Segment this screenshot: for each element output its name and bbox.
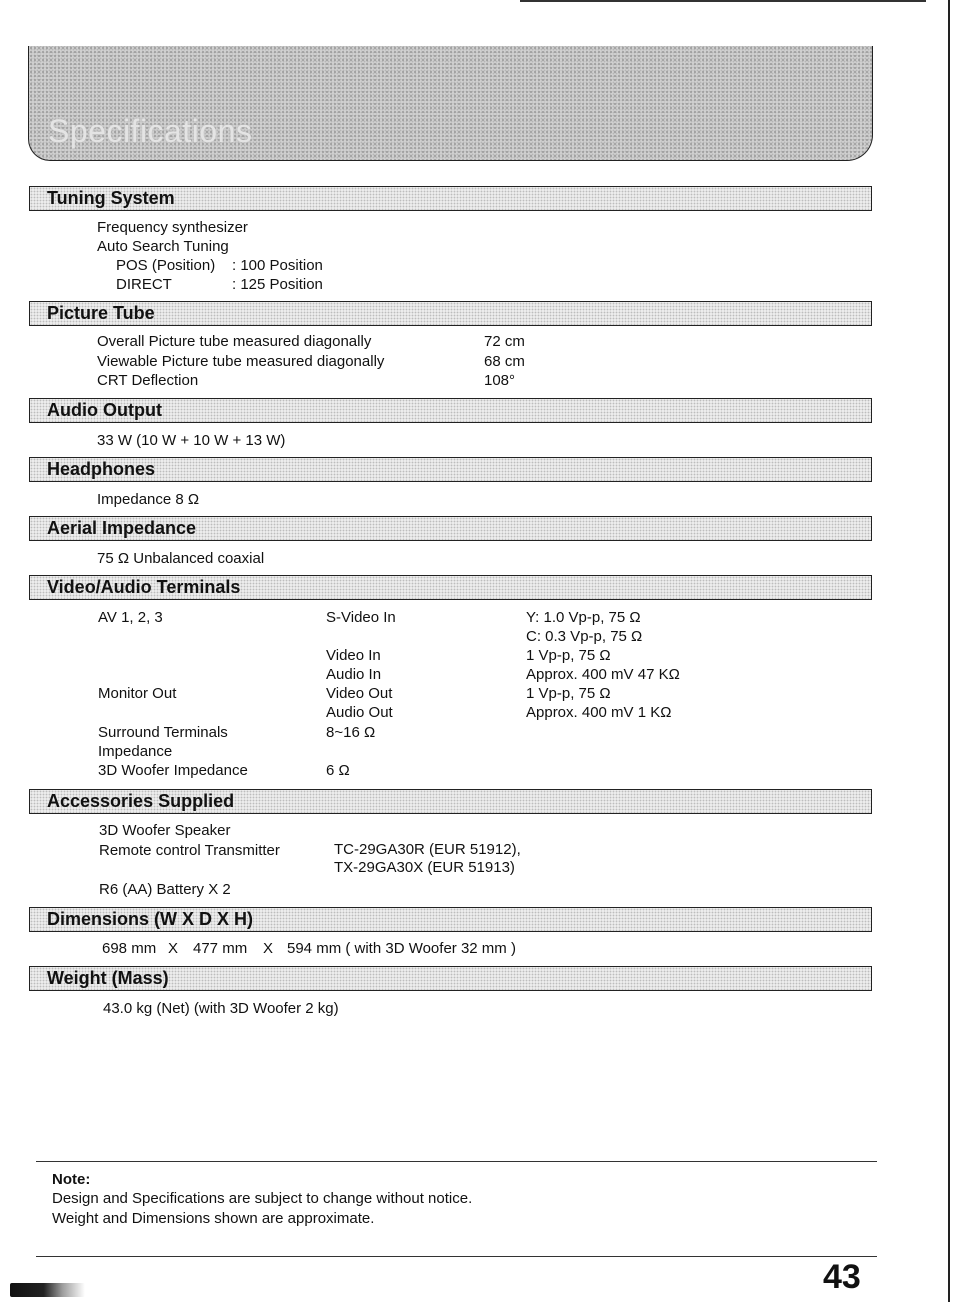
spec-value: 68 cm <box>484 353 525 370</box>
spec-sublabel: Audio Out <box>326 704 393 721</box>
spec-sublabel: S-Video In <box>326 609 396 626</box>
spec-label: Monitor Out <box>98 685 177 702</box>
spec-line: Frequency synthesizer <box>97 219 248 236</box>
page-title: Specifications <box>48 113 253 149</box>
page-edge-line <box>948 0 950 1302</box>
spec-value: 1 Vp-p, 75 Ω <box>526 647 611 664</box>
dimension-separator: X <box>168 940 179 957</box>
note-line: Design and Specifications are subject to change without notice. <box>52 1190 473 1207</box>
spec-sublabel: Audio In <box>326 666 382 683</box>
section-title: Accessories Supplied <box>47 791 235 811</box>
section-header-tuning-system <box>29 186 872 211</box>
section-title: Weight (Mass) <box>47 968 169 988</box>
note-line: Weight and Dimensions shown are approximate. <box>52 1210 375 1227</box>
dimension-width: 698 mm <box>102 940 157 957</box>
spec-label: Impedance <box>98 743 173 760</box>
spec-value: : 125 Position <box>232 276 323 293</box>
page-number: 43 <box>823 1258 861 1296</box>
note-top-rule <box>36 1161 877 1162</box>
scan-smudge <box>10 1283 85 1297</box>
top-edge-line <box>520 0 926 2</box>
spec-label: POS (Position) <box>116 257 216 274</box>
spec-label: Surround Terminals <box>98 724 228 741</box>
note-label: Note: <box>52 1171 91 1188</box>
dimension-height: 594 mm ( with 3D Woofer 32 mm ) <box>287 940 516 957</box>
spec-value: Approx. 400 mV 1 KΩ <box>526 704 672 721</box>
section-header-aerial-impedance <box>29 516 872 541</box>
spec-value: C: 0.3 Vp-p, 75 Ω <box>526 628 643 645</box>
section-header-weight <box>29 966 872 991</box>
section-header-headphones <box>29 457 872 482</box>
spec-label: DIRECT <box>116 276 172 293</box>
section-title: Aerial Impedance <box>47 518 197 538</box>
spec-line: R6 (AA) Battery X 2 <box>99 881 231 898</box>
spec-value: 72 cm <box>484 333 525 350</box>
spec-label: Viewable Picture tube measured diagonally <box>97 353 385 370</box>
section-title: Picture Tube <box>47 303 155 323</box>
section-header-video-audio-terminals <box>29 575 872 600</box>
dimension-separator: X <box>263 940 274 957</box>
spec-line: 3D Woofer Speaker <box>99 822 231 839</box>
spec-value: TC-29GA30R (EUR 51912), <box>334 841 521 858</box>
spec-value: 1 Vp-p, 75 Ω <box>526 685 611 702</box>
spec-value: : 100 Position <box>232 257 323 274</box>
spec-value: Y: 1.0 Vp-p, 75 Ω <box>526 609 641 626</box>
spec-line: Impedance 8 Ω <box>97 491 200 508</box>
spec-line: Auto Search Tuning <box>97 238 229 255</box>
spec-value: 6 Ω <box>326 762 350 779</box>
spec-sublabel: Video In <box>326 647 381 664</box>
spec-label: CRT Deflection <box>97 372 199 389</box>
section-title: Headphones <box>47 459 156 479</box>
spec-label: Remote control Transmitter <box>99 842 280 859</box>
spec-line: 33 W (10 W + 10 W + 13 W) <box>97 432 286 449</box>
dimension-depth: 477 mm <box>193 940 248 957</box>
footer-rule <box>36 1256 877 1257</box>
spec-label: AV 1, 2, 3 <box>98 609 163 626</box>
spec-value: 8~16 Ω <box>326 724 376 741</box>
spec-label: 3D Woofer Impedance <box>98 762 248 779</box>
section-title: Dimensions (W X D X H) <box>47 909 254 929</box>
spec-label: Overall Picture tube measured diagonally <box>97 333 372 350</box>
section-header-audio-output <box>29 398 872 423</box>
section-header-picture-tube <box>29 301 872 326</box>
section-header-accessories-supplied <box>29 789 872 814</box>
spec-line: 43.0 kg (Net) (with 3D Woofer 2 kg) <box>103 1000 339 1017</box>
section-title: Video/Audio Terminals <box>47 577 241 597</box>
spec-value: TX-29GA30X (EUR 51913) <box>334 859 515 876</box>
section-title: Audio Output <box>47 400 162 420</box>
section-title: Tuning System <box>47 188 175 208</box>
spec-sublabel: Video Out <box>326 685 393 702</box>
spec-line: 75 Ω Unbalanced coaxial <box>97 550 265 567</box>
section-header-dimensions <box>29 907 872 932</box>
spec-value: 108° <box>484 372 516 389</box>
spec-value: Approx. 400 mV 47 KΩ <box>526 666 680 683</box>
